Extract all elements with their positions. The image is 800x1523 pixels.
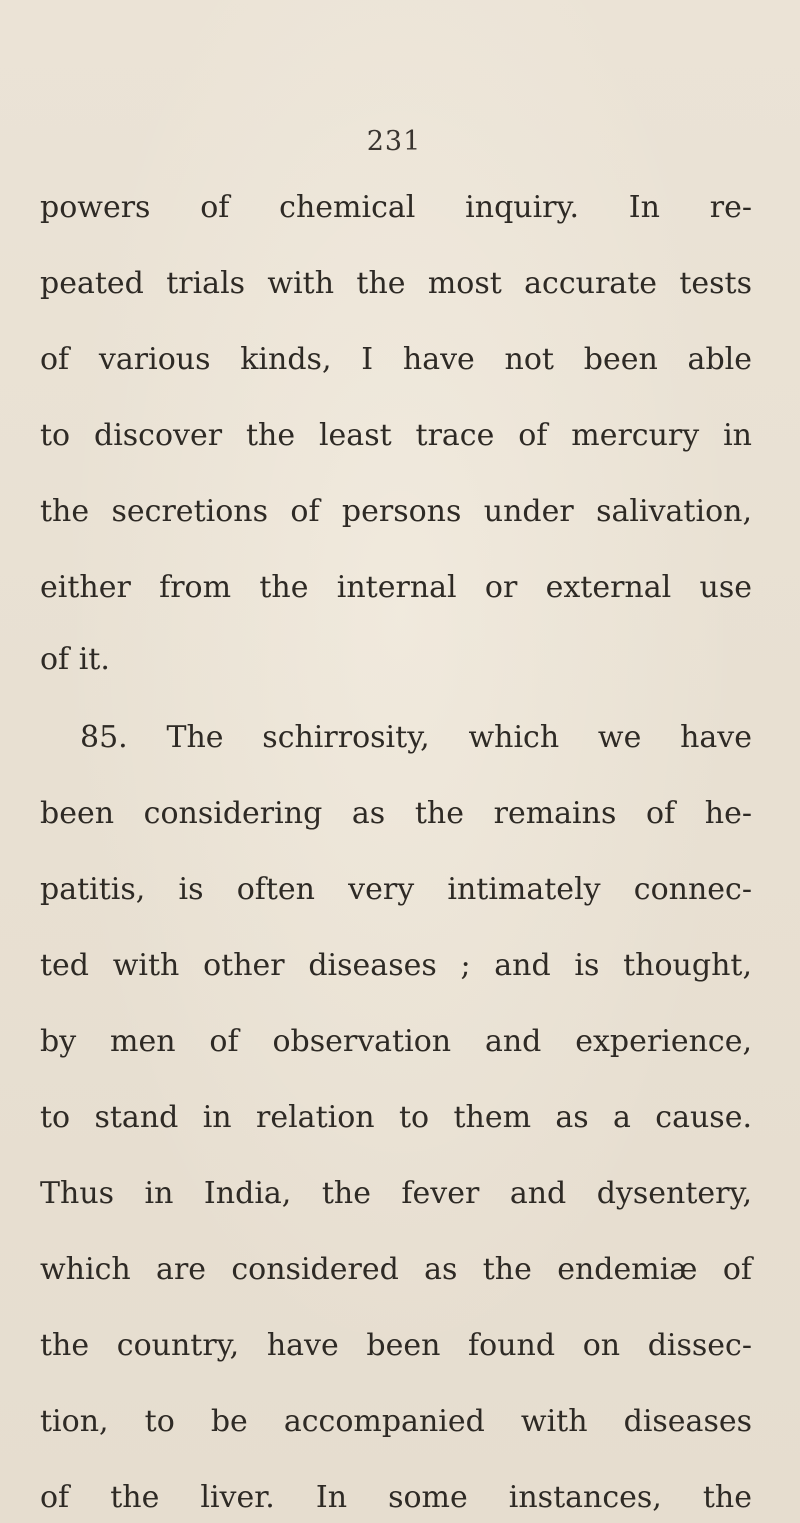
text-line: of various kinds, I have not been able [40,342,752,377]
text-line: 85. The schirrosity, which we have [80,720,752,755]
text-line: powers of chemical inquiry. In re- [40,190,752,225]
text-line: to discover the least trace of mercury in [40,418,752,453]
text-line: to stand in relation to them as a cause. [40,1100,752,1135]
text-line: of the liver. In some instances, the [40,1480,752,1515]
text-line: the country, have been found on dissec- [40,1328,752,1363]
text-line: either from the internal or external use [40,570,752,605]
text-line: patitis, is often very intimately connec- [40,872,752,907]
text-line: ted with other diseases ; and is thought, [40,948,752,983]
text-line: which are considered as the endemiæ of [40,1252,752,1287]
text-line: of it. [40,642,110,677]
page-number: 231 [366,126,422,157]
text-line: by men of observation and experience, [40,1024,752,1059]
text-line: peated trials with the most accurate tests [40,266,752,301]
text-line: the secretions of persons under salivation, [40,494,752,529]
text-line: tion, to be accompanied with diseases [40,1404,752,1439]
text-line: been considering as the remains of he- [40,796,752,831]
text-line: Thus in India, the fever and dysentery, [40,1176,752,1211]
